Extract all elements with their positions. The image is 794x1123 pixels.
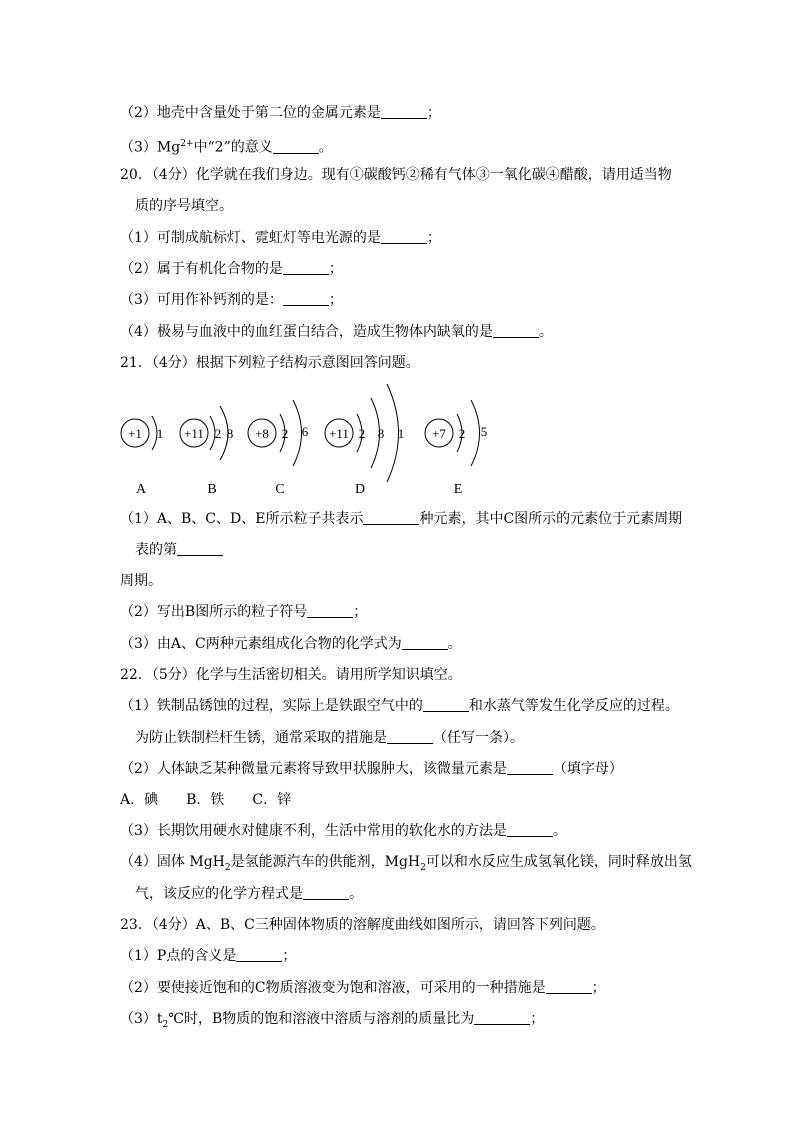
answer-blank[interactable]	[387, 729, 433, 744]
q21-line-1	[120, 509, 682, 529]
answer-blank[interactable]	[363, 510, 419, 525]
q22-line-2-end: （填字母）	[552, 761, 623, 777]
q21-line-1-text-b: 种元素，其中C图所示的元素位于元素周期	[419, 511, 683, 527]
q20-line-4-text: （4）极易与血液中的血红蛋白结合，造成生物体内缺氧的是	[120, 324, 493, 340]
q21-line-1-text: （1）A、B、C、D、E所示粒子共表示	[120, 511, 364, 527]
q22-line-1-text-b: 和水蒸气等发生化学反应的过程。	[468, 698, 679, 714]
q23-title: 23．（4分）A、B、C三种固体物质的溶解度曲线如图所示，请回答下列问题。	[120, 917, 605, 933]
atom-e-nucleus-label: +7	[432, 426, 446, 441]
q20-line-1-text: （1）可制成航标灯、霓虹灯等电光源的是	[120, 230, 381, 246]
atom-c-shell-count: 6	[301, 424, 309, 439]
q22-line-4-text-b: 是氢能源汽车的供能剂，MgH	[230, 854, 421, 870]
answer-blank[interactable]	[507, 822, 553, 837]
atom-d-shell-count: 8	[377, 426, 385, 441]
subscript: 2	[420, 862, 426, 873]
q21-title: 21．（4分）根据下列粒子结构示意图回答问题。	[120, 355, 420, 371]
q22-line-2-text: （2）人体缺乏某种微量元素将导致甲状腺肿大，该微量元素是	[120, 761, 507, 777]
punct: 。	[349, 886, 363, 902]
q22-line-4	[120, 852, 692, 872]
q20-title: 20．（4分）化学就在我们身边。现有①碳酸钙②稀有气体③一氧化碳④醋酸，请用适当物	[120, 167, 672, 183]
q19-line-2	[120, 103, 441, 123]
q21-line-2	[120, 602, 367, 622]
punct: ；	[426, 230, 441, 246]
answer-blank[interactable]	[273, 139, 319, 154]
q23-line-1-text: （1）P点的含义是	[120, 948, 237, 964]
atom-c-shell	[293, 400, 302, 466]
answer-blank[interactable]	[307, 603, 353, 618]
answer-blank[interactable]	[283, 291, 329, 306]
q21-line-3	[120, 634, 462, 654]
atom-b-nucleus-label: +11	[184, 426, 204, 441]
q21-line-2-text: （2）写出B图所示的粒子符号	[120, 604, 308, 620]
punct: ；	[328, 261, 343, 277]
atom-c-nucleus-label: +8	[255, 426, 269, 441]
q23-line-1	[120, 946, 296, 966]
atom-d-label: D	[354, 482, 366, 497]
punct: 。	[318, 139, 333, 156]
atom-c-shell-count: 2	[281, 426, 289, 441]
subscript: 2	[162, 1019, 169, 1030]
subscript: 2	[224, 862, 231, 873]
q22-title: 22．（5分）化学与生活密切相关。请用所学知识填空。	[120, 667, 462, 683]
q22-line-4-cont	[135, 884, 363, 904]
q19-line-3	[120, 134, 333, 154]
q19-line-3-text-b: 中“2”的意义	[193, 139, 273, 156]
punct: 。	[552, 823, 567, 839]
answer-blank[interactable]	[381, 229, 427, 244]
answer-blank[interactable]	[402, 635, 448, 650]
q22-line-3-text: （3）长期饮用硬水对健康不利，生活中常用的软化水的方法是	[120, 823, 507, 839]
q20-title-cont: 质的序号填空。	[135, 198, 233, 214]
q22-line-1	[120, 696, 679, 716]
q23-line-3	[120, 1009, 544, 1029]
atom-b-shell-count: 2	[214, 426, 222, 441]
atom-b-label: B	[207, 482, 217, 497]
punct: ；	[328, 292, 343, 308]
punct: 。	[447, 636, 462, 652]
charge-superscript: 2+	[180, 139, 194, 149]
atom-a-label: A	[135, 482, 147, 497]
q22-line-3	[120, 821, 567, 841]
atom-e-shell	[471, 400, 480, 466]
q19-line-2-text: （2）地壳中含量处于第二位的金属元素是	[120, 105, 381, 121]
answer-blank[interactable]	[474, 1010, 530, 1025]
q19-line-3-text: （3）Mg	[120, 139, 181, 156]
q20-line-2	[120, 259, 343, 279]
atom-d-nucleus-label: +11	[329, 426, 349, 441]
answer-blank[interactable]	[283, 260, 329, 275]
q22-line-2	[120, 759, 623, 779]
q21-line-3-text: （3）由A、C两种元素组成化合物的化学式为	[120, 636, 402, 652]
q22-line-1-text: （1）铁制品锈蚀的过程，实际上是铁跟空气中的	[120, 698, 423, 714]
q22-line-4-cont-text: 气，该反应的化学方程式是	[135, 886, 303, 902]
answer-blank[interactable]	[507, 760, 553, 775]
q20-line-1	[120, 228, 441, 248]
atom-a-shell-count: 1	[156, 426, 164, 441]
q22-line-4-text-c: 可以和水反应生成氢氧化镁，同时释放出氢	[425, 854, 692, 870]
punct: ；	[282, 948, 297, 964]
q22-line-1-cont-text: 为防止铁制栏杆生锈，通常采取的措施是	[135, 730, 387, 746]
punct: ；	[353, 604, 368, 620]
q22-line-1-cont	[135, 728, 524, 748]
q22-line-1-cont-end: （任写一条）。	[433, 730, 524, 746]
answer-blank[interactable]	[493, 323, 539, 338]
q21-line-1-cont	[135, 540, 223, 560]
q22-options: A．碘 B．铁 C．锌	[120, 792, 292, 808]
q21-line-1-cont-text: 表的第	[135, 542, 177, 558]
q20-line-4	[120, 322, 553, 342]
answer-blank[interactable]	[236, 947, 282, 962]
answer-blank[interactable]	[546, 979, 592, 994]
q20-line-2-text: （2）属于有机化合物的是	[120, 261, 283, 277]
punct: ；	[591, 980, 606, 996]
q22-line-4-text: （4）固体 MgH	[120, 854, 225, 870]
atom-e-shell-count: 2	[458, 426, 466, 441]
answer-blank[interactable]	[381, 104, 427, 119]
atom-e-shell-count: 5	[480, 424, 488, 439]
atom-d-shell-count: 1	[397, 426, 405, 441]
atom-a-nucleus-label: +1	[128, 426, 142, 441]
answer-blank[interactable]	[423, 697, 469, 712]
punct: 。	[538, 324, 553, 340]
q23-line-2	[120, 978, 606, 998]
atom-structure-diagram	[110, 380, 510, 505]
q20-line-3-text: （3）可用作补钙剂的是：	[120, 292, 283, 308]
q23-line-3-text: （3）t	[120, 1011, 163, 1027]
atom-d-shell-count: 2	[358, 426, 366, 441]
q21-line-1-cont2: 周期。	[120, 573, 162, 589]
answer-blank[interactable]	[177, 541, 223, 556]
q23-line-3-text-b: ℃时，B物质的饱和溶液中溶质与溶剂的质量比为	[168, 1011, 475, 1027]
q23-line-2-text: （2）要使接近饱和的C物质溶液变为饱和溶液，可采用的一种措施是	[120, 980, 546, 996]
atom-e-label: E	[453, 482, 463, 497]
atom-c-label: C	[275, 482, 285, 497]
punct: ；	[530, 1011, 545, 1027]
q20-line-3	[120, 290, 343, 310]
atom-b-shell-count: 8	[226, 426, 234, 441]
answer-blank[interactable]	[303, 885, 349, 900]
punct: ；	[426, 105, 441, 121]
